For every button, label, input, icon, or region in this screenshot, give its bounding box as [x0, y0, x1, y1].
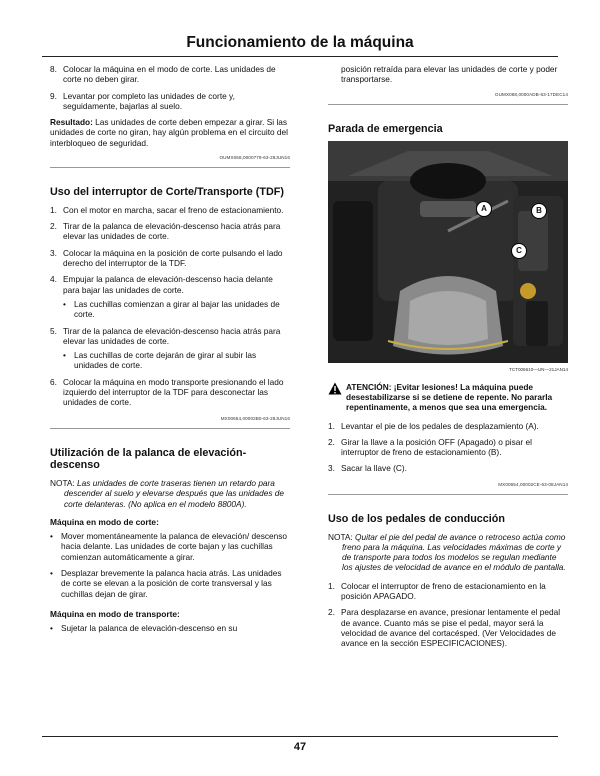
callout-c: C — [511, 243, 527, 259]
item-text: Tirar de la palanca de elevación-descenso hacia atrás para elevar las unidades de corte. — [63, 325, 281, 346]
note-label: NOTA: — [50, 477, 75, 488]
note-paragraph — [328, 532, 568, 573]
result-label: Resultado: — [50, 117, 93, 128]
bullet-text: Las cuchillas de corte dejarán de girar al subir las unidades de corte. — [74, 350, 257, 371]
bullet-dot-icon: • — [50, 531, 53, 542]
item-text: Con el motor en marcha, sacar el freno de estacionamiento. — [63, 204, 284, 215]
item-number: 3. — [50, 247, 57, 258]
section-title-driving-pedals: Uso de los pedales de conducción — [328, 513, 505, 526]
bullet-dot-icon: • — [63, 350, 66, 361]
page-title: Funcionamiento de la máquina — [186, 34, 414, 51]
list-item — [50, 274, 290, 295]
list-item — [328, 607, 568, 648]
note-text: Las unidades de corte traseras tienen un retardo para descender al suelo y elevarse después que las unidades de corte delanteras. (No aplica en el modelo 8800A). — [64, 477, 285, 509]
item-number: 4. — [50, 274, 57, 285]
list-item — [50, 377, 290, 408]
list-item — [50, 205, 290, 215]
item-text: Levantar el pie de los pedales de desplazamiento (A). — [341, 420, 539, 431]
list-item — [328, 437, 568, 458]
item-text: Empujar la palanca de elevación-descenso hacia delante para bajar las unidades de corte. — [63, 274, 273, 295]
item-text: Colocar el interruptor de freno de estacionamiento en la posición APAGADO. — [341, 580, 546, 602]
item-text: Sacar la llave (C). — [341, 463, 407, 474]
subheading-cutting-mode: Máquina en modo de corte: — [50, 516, 159, 527]
section-title-lift-lever: Utilización de la palanca de elevación-descenso — [50, 446, 247, 472]
note-paragraph — [50, 478, 290, 509]
list-item — [50, 248, 290, 269]
item-text: Levantar por completo las unidades de corte y, seguidamente, bajarlas al suelo. — [63, 90, 235, 111]
bullet-item — [50, 623, 290, 633]
list-item — [50, 91, 290, 112]
note-label: NOTA: — [328, 531, 353, 542]
list-item — [328, 421, 568, 431]
item-number: 2. — [328, 436, 335, 447]
item-number: 2. — [50, 221, 57, 232]
subheading-transport-mode: Máquina en modo de transporte: — [50, 608, 180, 619]
bullet-text: Desplazar brevemente la palanca hacia atrás. Las unidades de corte se elevan a la posición de corte transversal y las cuchillas dejan de girar. — [61, 568, 282, 599]
footer-rule — [42, 736, 558, 737]
item-number: 2. — [328, 607, 335, 618]
page-number: 47 — [293, 741, 307, 753]
warning-text: ATENCIÓN: ¡Evitar lesiones! La máquina puede desestabilizarse si se detiene de repente. No pararla repentinamente, a menos que sea una emergencia. — [346, 381, 553, 413]
bullet-item — [63, 350, 290, 371]
operator-station-photo — [328, 141, 568, 363]
bullet-dot-icon: • — [50, 623, 53, 634]
divider — [50, 167, 290, 168]
bullet-text: Las cuchillas comienzan a girar al bajar las unidades de corte. — [74, 298, 280, 320]
item-number: 3. — [328, 463, 335, 474]
item-number: 1. — [50, 204, 57, 215]
reference-code: OUMX068,0000779-63-29JUN16 — [219, 155, 290, 161]
reference-code: MX00654,00002B0-63-29JUN16 — [220, 415, 290, 421]
warning-block — [328, 382, 568, 413]
reference-code: OUMX068,0000ADB-63-17DEC14 — [494, 91, 568, 97]
list-item — [328, 581, 568, 602]
item-number: 1. — [328, 420, 335, 431]
divider — [50, 428, 290, 429]
result-text: Las unidades de corte deben empezar a girar. Si las unidades de corte no giran, hay algún problema en el circuito del interbloqueo de seguridad. — [50, 117, 288, 148]
bullet-text: Mover momentáneamente la palanca de elevación/ descenso hacia delante. Las unidades de corte bajan y las cuchillas comienzan automáticamente a girar. — [61, 531, 287, 562]
item-text: Colocar la máquina en modo transporte presionando el lado izquierdo del interruptor de la TDF para desconectar las unidades de corte. — [63, 376, 284, 408]
list-item — [50, 326, 290, 347]
list-item — [50, 64, 290, 85]
item-number: 9. — [50, 90, 57, 101]
item-number: 1. — [328, 580, 335, 591]
item-text: Girar la llave a la posición OFF (Apagado) o pisar el interruptor de freno de estacionamiento (B). — [341, 436, 532, 458]
item-number: 5. — [50, 325, 57, 336]
divider — [328, 494, 568, 495]
list-item — [328, 463, 568, 473]
section-title-emergency-stop: Parada de emergencia — [328, 122, 443, 135]
bullet-dot-icon: • — [50, 568, 53, 578]
header-rule — [42, 56, 558, 57]
item-text: Para desplazarse en avance, presionar lentamente el pedal de avance. Cuanto más se pise el pedal, mayor será la velocidad de avance del cortacésped. (Ver Velocidades de avance en la sección ESPECIFICACIONES). — [341, 607, 561, 649]
item-number: 8. — [50, 64, 57, 74]
image-code: TCT006610—UN—21JAN14 — [509, 367, 568, 373]
list-item — [50, 221, 290, 242]
divider — [328, 104, 568, 105]
bullet-dot-icon: • — [63, 298, 66, 309]
bullet-item — [50, 531, 290, 562]
item-number: 6. — [50, 376, 57, 387]
callout-b: B — [531, 203, 547, 219]
item-text: Colocar la máquina en el modo de corte. Las unidades de corte no deben girar. — [63, 64, 276, 85]
item-text: Colocar la máquina en la posición de corte pulsando el lado derecho del interruptor de la TDF. — [63, 247, 283, 269]
right-column — [328, 64, 568, 655]
left-column — [50, 64, 290, 639]
continued-paragraph: posición retraída para elevar las unidades de corte y poder transportarse. — [341, 64, 558, 85]
operator-station-illustration — [328, 141, 568, 363]
bullet-item — [50, 568, 290, 599]
bullet-text: Sujetar la palanca de elevación-descenso en su — [61, 623, 238, 634]
item-text: Tirar de la palanca de elevación-descenso hacia atrás para elevar las unidades de corte. — [63, 221, 281, 242]
bullet-item — [63, 299, 290, 320]
warning-triangle-icon — [328, 382, 342, 395]
note-text: Quitar el pie del pedal de avance o retroceso actúa como freno para la máquina. Las velocidades máximas de corte y de transporte para todos los modelos se regulan mediante los ajustes de velocidad de avance en el módulo de pantalla. — [342, 531, 566, 573]
section-title-tdf: Uso del interruptor de Corte/Transporte (TDF) — [50, 186, 284, 199]
reference-code: MX00654,00002CE-63-08JAN14 — [498, 481, 568, 487]
result-paragraph — [50, 117, 290, 148]
callout-a: A — [476, 201, 492, 217]
